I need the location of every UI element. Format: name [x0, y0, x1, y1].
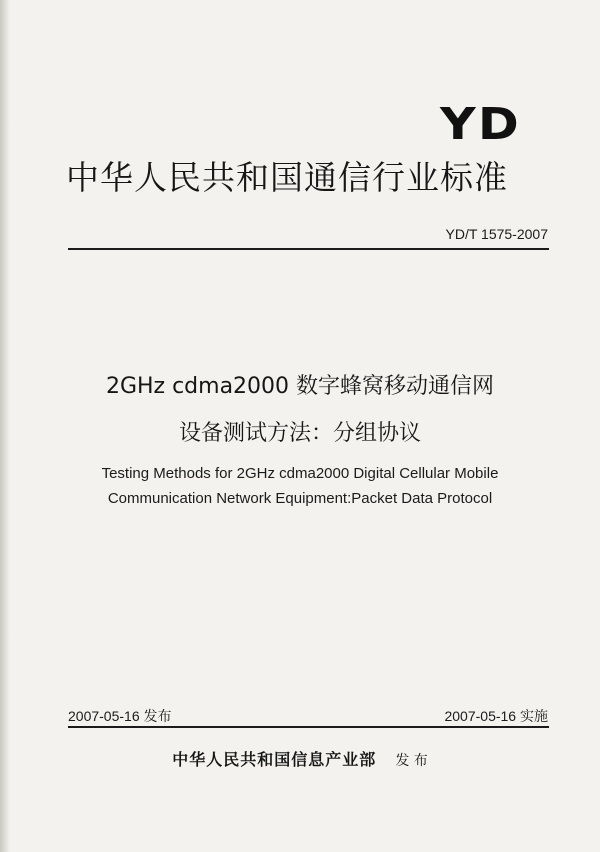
- chinese-title-line-1: 2GHz cdma2000 数字蜂窝移动通信网: [105, 374, 495, 399]
- bottom-divider: [68, 726, 549, 728]
- publisher-line: [0, 747, 600, 770]
- standard-number: YD/T 1575-2007: [445, 226, 548, 242]
- organization-title: 中华人民共和国通信行业标准: [66, 158, 508, 197]
- publisher-name: 中华人民共和国信息产业部: [172, 750, 377, 769]
- publisher-action: 发 布: [395, 753, 428, 769]
- english-title-line-1: Testing Methods for 2GHz cdma2000 Digital Cellular Mobile: [101, 465, 499, 482]
- yd-logo: YD: [440, 99, 522, 150]
- implementation-date: 2007-05-16 实施: [444, 708, 548, 724]
- english-title-line-2: Communication Network Equipment:Packet Data Protocol: [107, 490, 493, 507]
- top-divider: [68, 248, 549, 250]
- chinese-title-line-2: 设备测试方法：分组协议: [178, 421, 421, 446]
- issue-date: 2007-05-16 发布: [68, 708, 172, 724]
